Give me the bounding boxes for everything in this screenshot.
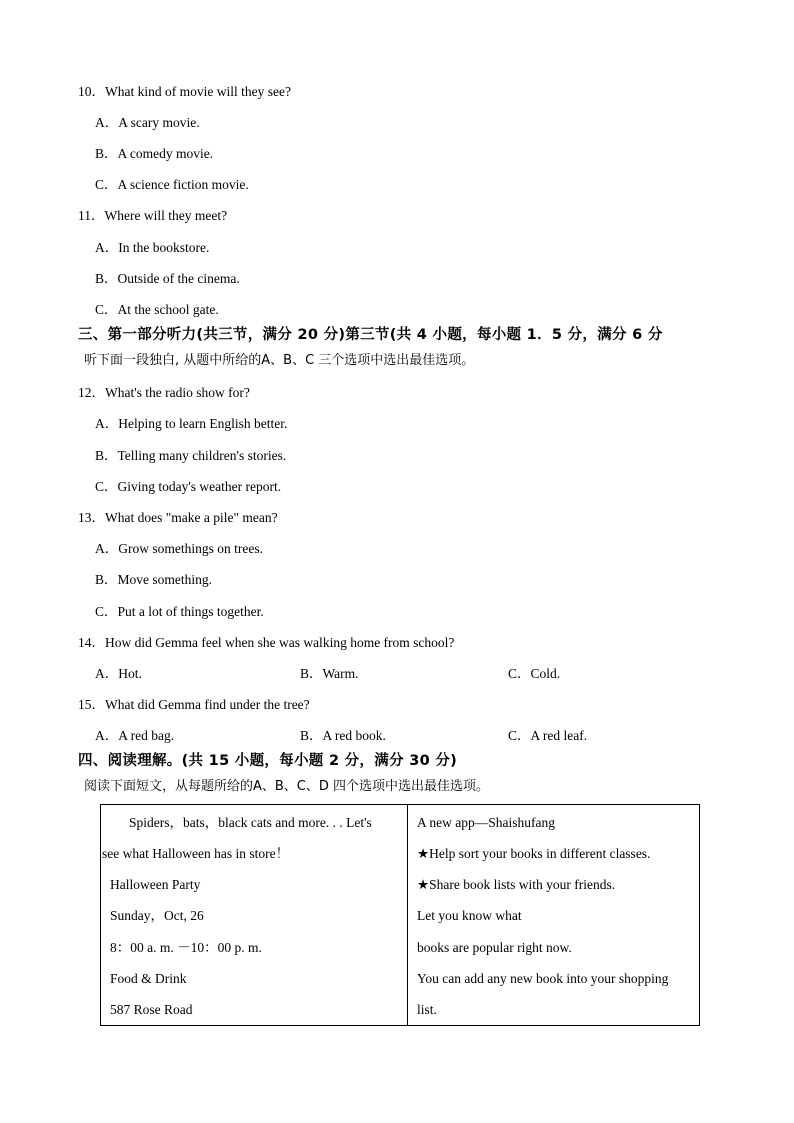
question-15-option-c: C．A red leaf. xyxy=(508,728,588,743)
question-12-option-a: A．Helping to learn English better. xyxy=(95,416,288,431)
app-ad-line-2: ★Help sort your books in different classes. xyxy=(417,846,651,861)
question-12: 12．What's the radio show for? xyxy=(78,385,250,400)
halloween-ad-line-4: Sunday，Oct, 26 xyxy=(110,908,204,923)
reading-table xyxy=(100,804,700,1026)
question-14-option-a: A．Hot. xyxy=(95,666,142,681)
halloween-ad-line-2: see what Halloween has in store！ xyxy=(102,846,290,861)
question-11-option-c: C．At the school gate. xyxy=(95,302,219,317)
question-11: 11．Where will they meet? xyxy=(78,208,228,223)
app-ad-line-1: A new app—Shaishufang xyxy=(417,815,555,830)
app-ad-line-4: Let you know what xyxy=(417,908,522,923)
halloween-ad-line-6: Food & Drink xyxy=(110,971,187,986)
question-11-option-b: B．Outside of the cinema. xyxy=(95,271,240,286)
halloween-ad-cell xyxy=(101,805,408,1026)
question-14: 14．How did Gemma feel when she was walking home from school? xyxy=(78,635,455,650)
question-12-option-c: C．Giving today's weather report. xyxy=(95,479,282,494)
section-4-heading: 四、阅读理解。(共 15 小题，每小题 2 分，满分 30 分) xyxy=(78,753,458,769)
question-13: 13．What does "make a pile" mean? xyxy=(78,510,278,525)
app-ad-line-7: list. xyxy=(417,1002,437,1017)
question-13-option-b: B．Move something. xyxy=(95,572,212,587)
section-3-heading: 三、第一部分听力(共三节，满分 20 分)第三节(共 4 小题，每小题 1．5 分，满分 6 分 xyxy=(78,327,663,343)
halloween-ad-line-5: 8：00 a. m. －10：00 p. m. xyxy=(110,940,262,955)
question-13-option-c: C．Put a lot of things together. xyxy=(95,604,264,619)
question-13-option-a: A．Grow somethings on trees. xyxy=(95,541,263,556)
halloween-ad-line-7: 587 Rose Road xyxy=(110,1002,193,1017)
section-4-instruction: 阅读下面短文，从每题所给的A、B、C、D 四个选项中选出最佳选项。 xyxy=(84,779,490,794)
app-ad-line-3: ★Share book lists with your friends. xyxy=(417,877,616,892)
question-10-option-c: C．A science fiction movie. xyxy=(95,177,249,192)
question-15: 15．What did Gemma find under the tree? xyxy=(78,697,310,712)
question-10-option-b: B．A comedy movie. xyxy=(95,146,214,161)
question-11-option-a: A．In the bookstore. xyxy=(95,240,210,255)
question-12-option-b: B．Telling many children's stories. xyxy=(95,448,287,463)
halloween-ad-line-1: Spiders，bats，black cats and more. . . Let's xyxy=(129,815,372,830)
app-ad-line-5: books are popular right now. xyxy=(417,940,572,955)
halloween-ad-line-3: Halloween Party xyxy=(110,877,201,892)
app-ad-line-6: You can add any new book into your shopping xyxy=(417,971,669,986)
section-3-instruction: 听下面一段独白, 从题中所给的A、B、C 三个选项中选出最佳选项。 xyxy=(84,353,475,368)
question-14-option-c: C．Cold. xyxy=(508,666,561,681)
question-10: 10．What kind of movie will they see? xyxy=(78,84,291,99)
app-ad-cell xyxy=(408,805,700,1026)
question-15-option-a: A．A red bag. xyxy=(95,728,175,743)
question-15-option-b: B．A red book. xyxy=(300,728,386,743)
question-14-option-b: B．Warm. xyxy=(300,666,359,681)
question-10-option-a: A．A scary movie. xyxy=(95,115,200,130)
